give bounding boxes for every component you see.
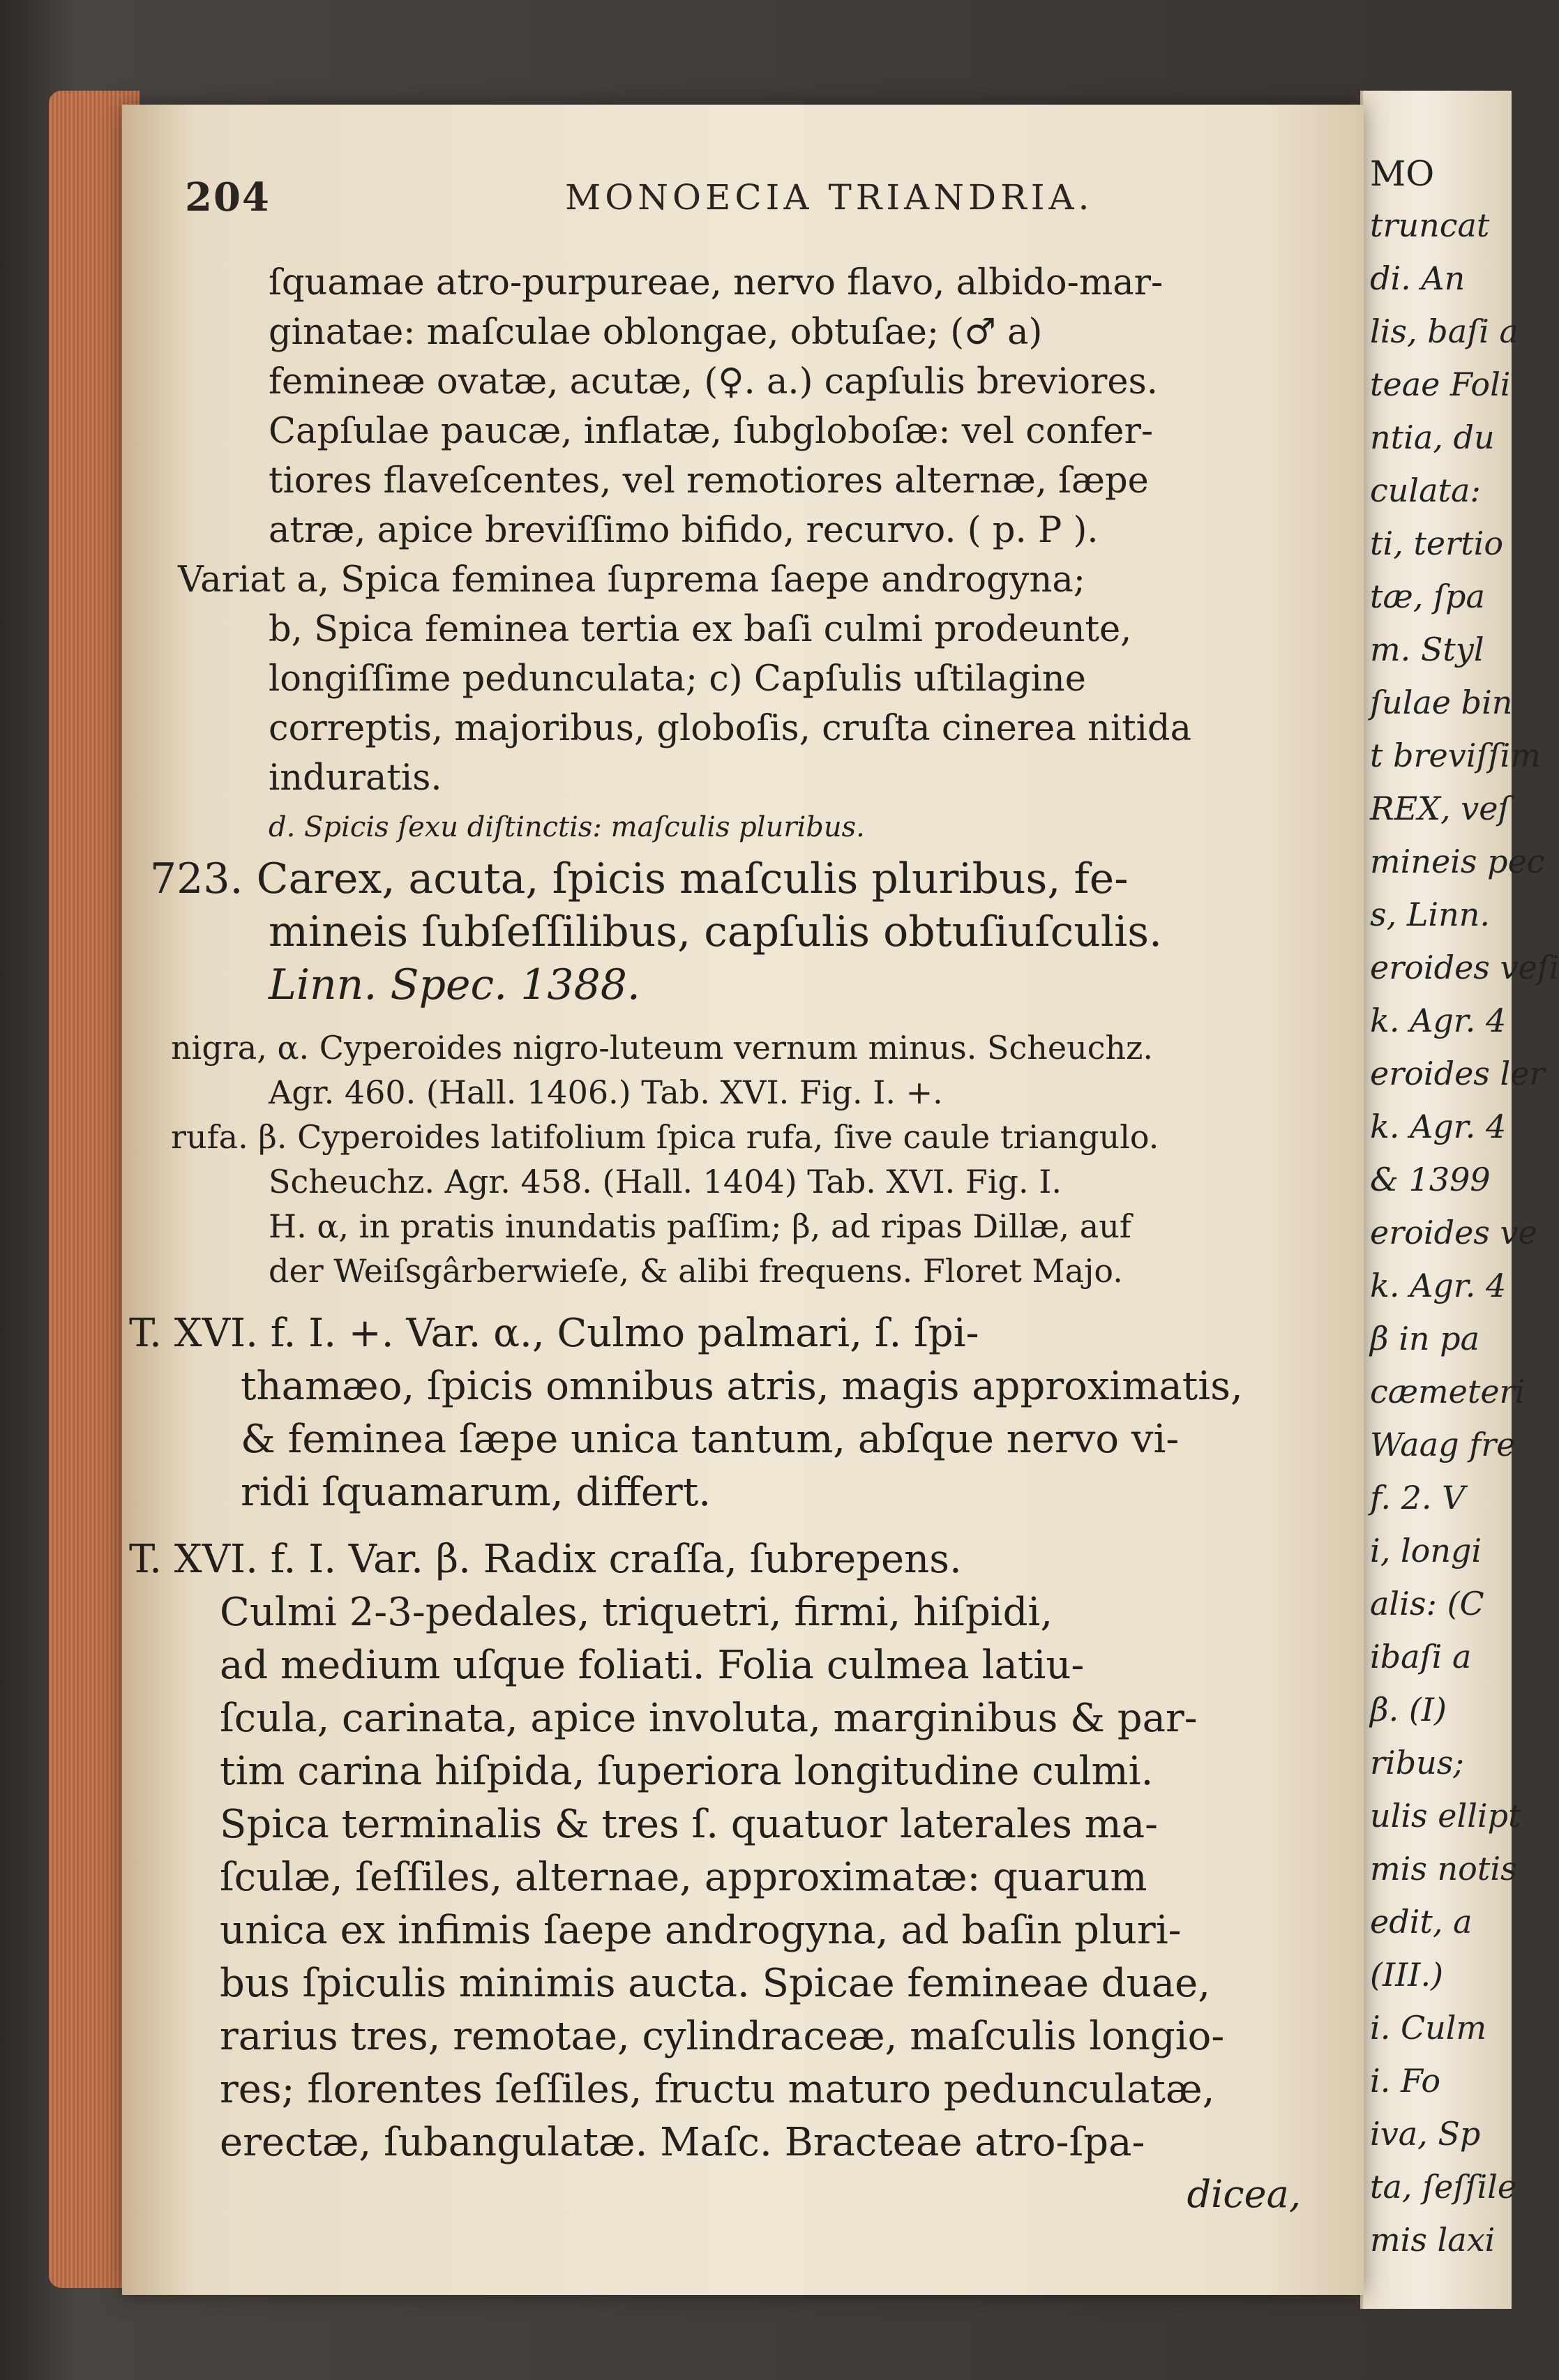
facing-page-text-fragment: s, Linn. [1370, 896, 1490, 933]
running-title: MONOECIA TRIANDRIA. [565, 177, 1094, 218]
species-line: 723. Carex, acuta, ſpicis maſculis pluribus, fe- [150, 854, 1129, 903]
facing-page-text-fragment: cæmeteri [1370, 1373, 1526, 1410]
note-line: nigra, α. Cyperoides nigro-luteum vernum minus. Scheuchz. [171, 1029, 1153, 1067]
facing-page-text-fragment: Waag fre [1370, 1426, 1516, 1463]
text-line: ridi ſquamarum, differt. [241, 1470, 711, 1515]
text-line: rarius tres, remotae, cylindraceæ, maſculis longio- [220, 2014, 1225, 2059]
facing-page-text-fragment: t breviſſim [1370, 737, 1541, 774]
note-line: Scheuchz. Agr. 458. (Hall. 1404) Tab. XVI. Fig. I. [269, 1163, 1062, 1200]
facing-page-text-fragment: k. Agr. 4 [1370, 1108, 1507, 1145]
text-line: res; florentes ſeſſiles, fructu maturo pedunculatæ, [220, 2067, 1215, 2112]
text-line: induratis. [269, 758, 442, 799]
facing-page-text-fragment: i. Culm [1370, 2009, 1487, 2047]
text-line: Culmi 2-3-pedales, triquetri, firmi, hiſpidi, [220, 1590, 1053, 1635]
text-line: femineæ ovatæ, acutæ, (♀. a.) capſulis breviores. [269, 361, 1158, 402]
page-catchword: dicea, [1187, 2172, 1301, 2216]
note-line: H. α, in pratis inundatis paſſim; β, ad ripas Dillæ, auf [269, 1207, 1131, 1245]
variat-paragraph [178, 555, 1301, 803]
facing-page-text-fragment: ti, tertio [1370, 525, 1504, 562]
text-line: & feminea ſæpe unica tantum, abſque nervo vi- [241, 1417, 1180, 1462]
facing-page-text-fragment: tæ, ſpa [1370, 578, 1485, 615]
note-line: der Weiſsgârberwieſe, & alibi frequens. Floret Majo. [269, 1252, 1123, 1290]
text-line: tiores flaveſcentes, vel remotiores alternæ, ſæpe [269, 460, 1149, 502]
text-line: Spica terminalis & tres ſ. quatuor laterales ma- [220, 1802, 1159, 1847]
facing-page-text-fragment: β. (I) [1370, 1691, 1447, 1728]
text-line: Capſulae paucæ, inflatæ, ſubgloboſæ: vel confer- [269, 411, 1154, 452]
text-line: T. XVI. f. I. Var. β. Radix craſſa, ſubrepens. [129, 1537, 962, 1582]
facing-page-text-fragment: mis laxi [1370, 2221, 1496, 2259]
species-line: mineis ſubſeſſilibus, capſulis obtuſiuſculis. [269, 907, 1163, 956]
text-line: atræ, apice breviſſimo bifido, recurvo. ( p. P ). [269, 510, 1099, 551]
note-line: rufa. β. Cyperoides latifolium ſpica rufa, ſive caule triangulo. [171, 1118, 1159, 1156]
page-number: 204 [185, 174, 271, 220]
text-line: longiſſime pedunculata; c) Capſulis uſtilagine [269, 658, 1086, 700]
species-entry-723 [150, 852, 1301, 1011]
facing-page-text-fragment: mis notis [1370, 1850, 1517, 1888]
text-line: Variat a, Spica feminea ſuprema ſaepe androgyna; [178, 559, 1085, 601]
text-line: ad medium uſque foliati. Folia culmea latiu- [220, 1643, 1085, 1688]
facing-page-text-fragment: edit, a [1370, 1903, 1473, 1941]
text-line: bus ſpiculis minimis aucta. Spicae femineae duae, [220, 1961, 1211, 2006]
facing-page-text-fragment: MO [1370, 153, 1435, 194]
text-line: ſculæ, ſeſſiles, alternae, approximatæ: quarum [220, 1855, 1147, 1900]
facing-page-text-fragment: & 1399 [1370, 1161, 1491, 1198]
text-line: tim carina hiſpida, ſuperiora longitudine culmi. [220, 1749, 1154, 1794]
facing-page-text-fragment: f. 2. V [1370, 1479, 1466, 1516]
facing-page-text-fragment: k. Agr. 4 [1370, 1002, 1507, 1039]
section-heading-d: d. Spicis ſexu diſtinctis: maſculis pluribus. [269, 811, 865, 843]
facing-page-text-fragment: (III.) [1370, 1956, 1444, 1994]
facing-page-text-fragment: eroides ve [1370, 1214, 1537, 1251]
page-body [129, 258, 1301, 2219]
facing-page-text-fragment: ta, ſeſſile [1370, 2168, 1517, 2206]
facing-page-text-fragment: ſulae bin [1370, 684, 1513, 721]
text-line: T. XVI. f. I. +. Var. α., Culmo palmari, ſ. ſpi- [129, 1311, 979, 1356]
facing-page-text-fragment: i, longi [1370, 1532, 1482, 1569]
facing-page-text-fragment: i. Fo [1370, 2062, 1441, 2100]
variety-beta-description [129, 1533, 1301, 2169]
facing-page-text-fragment: teae Foli [1370, 366, 1511, 403]
text-line: thamæo, ſpicis omnibus atris, magis approximatis, [241, 1364, 1243, 1409]
text-line: erectæ, ſubangulatæ. Maſc. Bracteae atro-ſpa- [220, 2120, 1145, 2165]
text-line: ginatae: maſculae oblongae, obtuſae; (♂ a) [269, 312, 1043, 353]
species-line: Linn. Spec. 1388. [269, 961, 640, 1009]
note-line: Agr. 460. (Hall. 1406.) Tab. XVI. Fig. I. +. [269, 1074, 943, 1111]
facing-page-text-fragment: eroides veſi [1370, 949, 1559, 986]
facing-page-text-fragment: m. Styl [1370, 631, 1484, 668]
facing-page-text-fragment: eroides ler [1370, 1055, 1545, 1092]
text-line: b, Spica feminea tertia ex baſi culmi prodeunte, [269, 609, 1132, 650]
text-line: unica ex infimis ſaepe androgyna, ad baſin pluri- [220, 1908, 1182, 1953]
facing-page-text-fragment: ulis ellipt [1370, 1797, 1521, 1835]
facing-page-text-fragment: ntia, du [1370, 419, 1495, 456]
facing-page-text-fragment: truncat [1370, 206, 1490, 244]
facing-page-text-fragment: ribus; [1370, 1744, 1464, 1782]
text-line: ſquamae atro-purpureae, nervo flavo, albido-mar- [269, 262, 1163, 303]
facing-page-text-fragment: REX, veſ [1370, 790, 1510, 827]
facing-page-text-fragment: ibaſi a [1370, 1638, 1472, 1675]
facing-page-text-fragment: alis: (C [1370, 1585, 1484, 1622]
variety-alpha-description [129, 1307, 1301, 1519]
text-line: ſcula, carinata, apice involuta, marginibus & par- [220, 1696, 1198, 1741]
text-line: correptis, majoribus, globoſis, cruſta cinerea nitida [269, 708, 1191, 749]
facing-page-text-fragment: culata: [1370, 472, 1481, 509]
synonym-notes [171, 1025, 1301, 1293]
facing-page-text-fragment: mineis pec [1370, 843, 1545, 880]
facing-page-fragment [1360, 91, 1559, 2309]
facing-page-text-fragment: β in pa [1370, 1320, 1480, 1357]
facing-page-text-fragment: iva, Sp [1370, 2115, 1481, 2153]
facing-page-text-fragment: lis, baſi a [1370, 312, 1519, 350]
facing-page-text-fragment: di. An [1370, 259, 1466, 297]
description-paragraph [269, 258, 1301, 555]
facing-page-text-fragment: k. Agr. 4 [1370, 1267, 1507, 1304]
